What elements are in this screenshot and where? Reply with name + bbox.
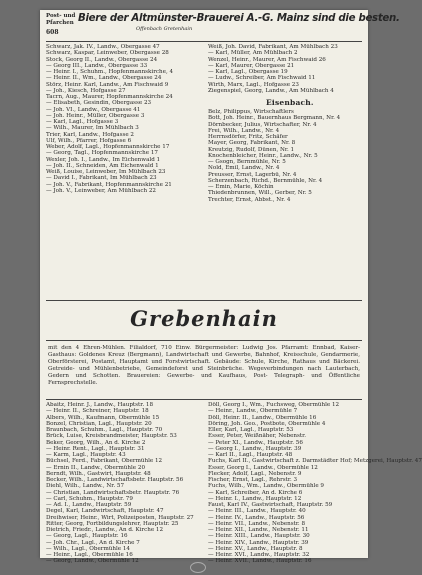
directory-entry: Döll, Heinr. II., Landw., Obermühle 16 <box>208 414 317 421</box>
directory-entry: — Georg I., Landw., Hauptstr. 39 <box>208 445 302 452</box>
directory-entry: — Karl, Müller, Am Mühlbach 2 <box>208 50 298 57</box>
directory-entry: Brück, Luise, Kreisbrandmeister, Hauptstr. 53 <box>46 433 177 440</box>
directory-entry: Stock, Georg II., Landw., Obergasse 24 <box>46 56 158 63</box>
directory-entry: Wirth, Marx, Lagl., Hofgasse 23 <box>208 81 299 88</box>
header-rule <box>46 41 362 42</box>
directory-entry: — Heinr. III., Landw., Hauptstr. 40 <box>208 508 306 515</box>
header-subtitle: Offenbach Gretenhain <box>136 26 193 32</box>
directory-entry: — Heinr. I., Schuhm., Hopfenmannskirche, 4 <box>46 69 174 75</box>
directory-entry: — Heinr. XVI., Landw., Hauptstr. 32 <box>208 552 310 558</box>
directory-entry: Belz, Philippus, Wirtschaftlers <box>208 109 294 115</box>
directory-entry: Kreutzig, Rudolf, Dünen, Nr. 1 <box>208 146 295 153</box>
directory-entry: — Heinr. II., Wm., Landw., Obergasse 24 <box>46 75 162 82</box>
directory-entry: — Georg, Tagl., Hopfenmannskirche 17 <box>46 150 158 157</box>
directory-entry: Flecker, Adolf, Lagl., Nebenstr. 9 <box>208 470 302 477</box>
directory-entry: Scherzenbach, Richd., Bernmühle, Nr. 4 <box>208 177 323 184</box>
directory-entry: Beker, Georg, Wilh., An d. Kirche 2 <box>46 439 146 446</box>
directory-entry: — Heinr. XIII., Landw., Hauptstr. 30 <box>208 533 310 540</box>
directory-entry: Dietrich, Friedr., Landw., An d. Kirche 12 <box>46 527 164 533</box>
directory-entry: — Heinr. VII., Landw., Nebenstr. 8 <box>208 520 306 527</box>
directory-entry: — Gsogn, Bernmühle, Nr. 5 <box>208 159 286 165</box>
directory-entry: Tacrn, Aug., Maurer, Hopfenmannskirche 24 <box>46 94 173 100</box>
directory-entry: Schwarz, Jak. IV., Landw., Obergasse 47 <box>46 44 160 50</box>
directory-entry: — Georg III., Landw., Obergasse 33 <box>46 62 148 69</box>
residents-column-eisenbach <box>208 109 364 205</box>
residents-column-right-bottom <box>208 402 422 565</box>
directory-entry: — Karl, Maurer, Obergasse 21 <box>208 62 295 69</box>
directory-entry: — Heinr. Rent., Lagl., Hauptstr. 31 <box>46 445 145 452</box>
intro-rule <box>46 399 362 400</box>
directory-entry: — Karl II., Lagl., Hauptstr. 48 <box>208 452 293 458</box>
directory-entry: Ulf, Wilh., Pfarrer, Hofgasse 6 <box>46 137 132 144</box>
directory-entry: Becker, Wilh., Landwirtschaftsbetr. Hauptstr. 56 <box>46 477 184 483</box>
directory-entry: Abaitz, Heinr. J., Landw., Hauptstr. 18 <box>46 402 154 408</box>
page-number: 608 <box>46 29 59 36</box>
directory-entry: — Georg, Landw., Obermühle 12 <box>46 558 139 565</box>
directory-entry: Nold, Emil, Landw., Nr. 4 <box>208 165 280 172</box>
directory-entry: Bott, Joh. Heinr., Bauernhaus Bergmann, Nr. 4 <box>208 115 341 122</box>
town-title: Grebenhain <box>130 306 278 331</box>
residents-column-right-top <box>208 44 364 96</box>
directory-entry: — Joh. II., Schneiden, Am Eichenwald 1 <box>46 162 159 169</box>
directory-entry: — Heinr. I., Landw., Hauptstr. 12 <box>208 495 302 502</box>
town-rule-top <box>46 300 362 301</box>
directory-entry: Ritter, Georg, Fortbildungslehrer, Hauptstr. 25 <box>46 520 179 527</box>
directory-entry: — Joh. Chr., Lagl., An d. Kirche 7 <box>46 539 140 546</box>
directory-entry: Weiß, Louise, Leinweber, Im Mühlbach 23 <box>46 169 166 175</box>
directory-entry: Esser, Georg I., Landw., Obermühle 12 <box>208 464 318 471</box>
directory-entry: — Joh. V., Leinweber, Am Mühlbach 22 <box>46 187 156 194</box>
directory-entry: — Ernin II., Landw., Obermühle 20 <box>46 464 146 471</box>
directory-entry: — Karl, Schreiber, An d. Kirche 6 <box>208 489 303 496</box>
directory-entry: Berndt, Wilh., Gastwirt, Hauptstr. 48 <box>46 470 151 477</box>
directory-entry: — Heinr. II., Schreiner, Hauptstr. 18 <box>46 408 149 415</box>
brewery-advertisement-banner: Biere der Altmünster-Brauerei A.-G. Mainz sind die besten. <box>78 13 400 24</box>
directory-entry: — Heinr. IV., Landw., Hauptstr. 56 <box>208 514 305 521</box>
directory-entry: Preusser, Ernst, Lagerbü, Nr. 4 <box>208 171 297 178</box>
directory-entry: Eller, Karl, Lagl., Hauptstr. 53 <box>208 427 294 433</box>
directory-entry: — Heinr. XII., Landw., Nebenstr. 11 <box>208 527 309 533</box>
header-left-label: Post- und Pfarchen <box>46 13 76 26</box>
directory-entry: — Elisabeth, Gesindin, Obergasse 23 <box>46 100 152 107</box>
directory-entry: Fischer, Ernst, Lagl., Rehrstr. 3 <box>208 477 298 483</box>
directory-entry: — Wilh., Maurer, Im Mühlbach 3 <box>46 125 139 132</box>
directory-entry: — Karl, Lagl., Hofgasse 3 <box>46 119 119 125</box>
directory-entry: Knochenbleicher, Heinr., Landw., Nr. 5 <box>208 152 318 159</box>
directory-entry: Esser, Peter, Weißnäher, Nebenstr. <box>208 433 306 440</box>
directory-entry: Fuchs, Wilh., Wm., Landw., Obermühle 9 <box>208 483 324 490</box>
directory-entry: — Peter XI., Landw., Hauptstr. 56 <box>208 439 303 446</box>
town-intro-paragraph: mit den 4 Ehren-Mühlen. Filialdorf, 710 Einw. Bürgermeister: Ludwig Jos. Pfarramt: Ennbad, Kaiser-Gasthaus: Goldenes Kreuz (Bergmann), Landwirtschaft und Gewerbe, Bahnhof, Kreisschule, Gendarmerie, Oberförsterei, Postamt, Hauptamt und Forstwirtschaft. Gebäude: Schule, Kirche, Rathaus und Bäckerei. Getreide- und Mühlenbetriebe, Gemeindeforst und Steinbrüche. Wegeverbindungen nach Lauterbach, Gedern und Schotten. Brauereien: Gewerbe- und Kaufhaus, Post- Telegraph- und Öffentliche Fernsprechstelle. <box>48 345 360 386</box>
directory-entry: Störz, Heinr. Karl, Landw., Am Fischwaid 9 <box>46 81 169 88</box>
directory-entry: Trier, Karl, Landw., Hofgasse 2 <box>46 131 134 138</box>
directory-entry: — Georg, Lagl., Hauptstr. 16 <box>46 533 128 540</box>
directory-entry: Trechter, Ernst, Abbst., Nr. 4 <box>208 196 291 203</box>
directory-entry: Weiß, Joh. David, Fabrikant, Am Mühlbach 23 <box>208 44 338 50</box>
directory-entry: Fuchs, Karl II., Gastwirtschaft z. Darmstädter Hof; Metzgerei, Hauptstr. 47 <box>208 458 422 465</box>
town-rule-bottom <box>46 340 362 341</box>
directory-entry: Frei, Wilh., Landw., Nr. 4 <box>208 127 280 134</box>
directory-entry: Herrnsdörfer, Fritz, Schäfer <box>208 134 288 140</box>
directory-entry: — Ad. I., Landw., Hauptstr. 59 <box>46 502 132 508</box>
directory-entry: Dreihwiser, Heinr., Wirt, Polizeiposten, Hauptstr. 27 <box>46 514 194 521</box>
directory-entry: — Wilh., Lagl., Obermühle 14 <box>46 545 130 552</box>
directory-entry: — Karm, Lagl., Hauptstr. 43 <box>46 452 126 458</box>
directory-entry: Mayer, Georg, Fabrikant, Nr. 8 <box>208 140 296 147</box>
directory-entry: Thiedenbrunnen, Will., Gerber, Nr. 5 <box>208 190 312 197</box>
directory-entry: Degel, Karl, Landwirtschaft, Hauptstr. 47 <box>46 508 164 515</box>
directory-entry: Döring, Joh. Geo., Postbote, Obermühle 4 <box>208 420 326 427</box>
directory-entry: Wexler, Joh. I., Landw., Im Eichenwald 1 <box>46 156 161 163</box>
residents-column-left-top <box>46 44 204 199</box>
directory-entry: — Heinr., Lagl., Obermühle 16 <box>46 552 133 558</box>
directory-entry: Braunbach, Schuhm., Lagl., Hauptstr. 70 <box>46 427 163 433</box>
directory-entry: — Karl, Lagl., Obergasse 19 <box>208 69 288 75</box>
directory-entry: Döll, Georg I., Wm., Fuchsweg, Obermühle 12 <box>208 402 340 408</box>
directory-entry: Dörnbecker, Julius, Wirtschafter, Nr. 4 <box>208 121 317 128</box>
directory-entry: Wenzel, Heinr., Maurer, Am Fischwaid 26 <box>208 56 326 63</box>
page-header <box>46 13 400 41</box>
directory-entry: — Joh. V., Fabrikant, Hopfenmannskirche 21 <box>46 181 172 188</box>
scan-punch-mark <box>190 562 206 573</box>
directory-entry: Weber, Adolf, Lagl., Hopfenmannskirche 17 <box>46 144 170 150</box>
directory-entry: — Carl, Schuhm., Hauptstr. 79 <box>46 495 133 502</box>
residents-column-left-bottom <box>46 402 204 565</box>
directory-entry: — Joh. VI., Landw., Obergasse 41 <box>46 106 141 113</box>
directory-entry: Schwarz, Kaspar, Leinweber, Obergasse 28 <box>46 50 169 57</box>
directory-entry: — Heinr. XIV., Landw., Hauptstr. 39 <box>208 539 309 546</box>
directory-entry: — Christian, Landwirtschaftsbetr. Hauptstr. 76 <box>46 489 180 496</box>
directory-entry: — Heinr., Landw., Obermühle 7 <box>208 408 298 415</box>
directory-page <box>40 10 422 565</box>
directory-entry: Diehl, Wilh., Landw., Nr. 57 <box>46 483 125 490</box>
directory-entry: — David I., Fabrikant, Im Mühlbach 23 <box>46 175 157 182</box>
directory-entry: Bonzel, Christian, Lagl., Hauptstr. 20 <box>46 420 152 427</box>
directory-entry: — Heinr. XVII., Landw., Hauptstr. 16 <box>208 558 312 565</box>
directory-entry: Ziegenspiel, Georg, Landw., Am Mühlbach 4 <box>208 87 334 94</box>
directory-entry: Albers, Wilh., Kaufmann, Obermühle 15 <box>46 414 160 421</box>
directory-entry: Büchsel, Ferd., Fabrikant, Obermühle 12 <box>46 458 163 465</box>
section-title-eisenbach: Eisenbach. <box>266 98 314 107</box>
directory-entry: — Joh. Heinr., Müller, Obergasse 3 <box>46 112 145 119</box>
directory-entry: — Joh., Kiesch, Hofgasse 27 <box>46 87 126 94</box>
directory-entry: — Emin, Marie, Köchin <box>208 184 274 190</box>
directory-entry: — Ludw., Schreiber, Am Fischwaid 11 <box>208 75 316 82</box>
directory-entry: — Heinr. XV., Landw., Hauptstr. 8 <box>208 545 303 552</box>
directory-entry: Faust, Karl IV., Gastwirtschaft, Hauptstr. 59 <box>208 502 333 508</box>
